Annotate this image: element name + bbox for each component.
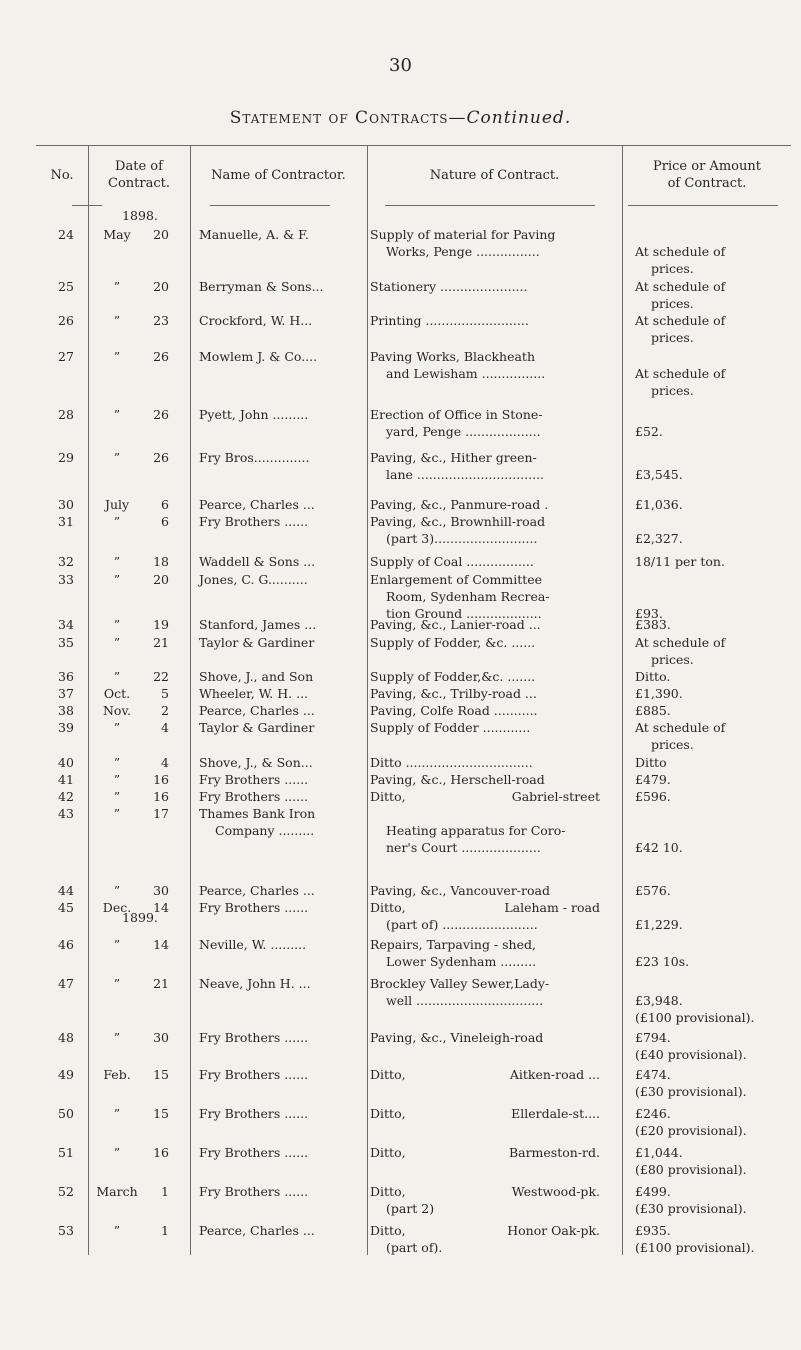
row-day: 1 xyxy=(161,1184,169,1199)
row-month: ” xyxy=(113,450,121,465)
row-nature-line: Stationery ...................... xyxy=(370,279,528,294)
row-contractor: Pearce, Charles ... xyxy=(199,497,315,512)
row-nature-line: Lower Sydenham ......... xyxy=(386,954,537,969)
row-day: 2 xyxy=(161,703,169,718)
row-day: 21 xyxy=(153,976,169,991)
row-contractor: Manuelle, A. & F. xyxy=(199,227,309,242)
row-contractor: Neville, W. ......... xyxy=(199,937,307,952)
row-month: ” xyxy=(113,772,121,787)
row-contractor: Taylor & Gardiner xyxy=(199,635,315,650)
row-number: 33 xyxy=(58,572,74,587)
row-date xyxy=(95,313,185,329)
row-nature-line: Supply of Fodder,&c. ....... xyxy=(370,669,536,684)
row-price-line: £93. xyxy=(635,606,663,621)
row-date xyxy=(95,497,185,513)
row-nature-line: Paving, &c., Hither green- xyxy=(370,450,537,465)
row-price-line: Ditto xyxy=(635,755,667,770)
row-nature-line: Brockley Valley Sewer,Lady- xyxy=(370,976,550,991)
row-price-line: prices. xyxy=(651,383,694,398)
row-nature-part: Barmeston-rd. xyxy=(508,1145,600,1160)
row-contractor: Neave, John H. ... xyxy=(199,976,311,991)
row-nature-line: Paving, &c., Vineleigh-road xyxy=(370,1030,544,1045)
row-nature-line: Supply of material for Paving xyxy=(370,227,556,242)
row-contractor: Pearce, Charles ... xyxy=(199,883,315,898)
row-number: 35 xyxy=(58,635,74,650)
row-nature-line: Supply of Fodder, &c. ...... xyxy=(370,635,536,650)
row-price-line: £383. xyxy=(635,617,671,632)
row-price-line: At schedule of xyxy=(635,313,726,328)
header-rule-no xyxy=(72,205,102,206)
row-day: 30 xyxy=(153,883,169,898)
row-price-line: (£40 provisional). xyxy=(635,1047,747,1062)
header-no: No. xyxy=(50,167,74,183)
row-day: 16 xyxy=(153,772,169,787)
row-nature-line: Works, Penge ................ xyxy=(386,244,540,259)
row-nature-line: (part 3).......................... xyxy=(386,531,538,546)
row-nature-part: Ellerdale-st.... xyxy=(511,1106,600,1121)
row-nature-part: Laleham - road xyxy=(504,900,600,915)
row-month: ” xyxy=(113,789,121,804)
row-price-line: prices. xyxy=(651,296,694,311)
row-price-line: £474. xyxy=(635,1067,671,1082)
row-nature-line xyxy=(370,1184,600,1200)
row-day: 5 xyxy=(161,686,169,701)
row-price-line: £246. xyxy=(635,1106,671,1121)
row-number: 25 xyxy=(58,279,74,294)
row-nature-part: Gabriel-street xyxy=(511,789,600,804)
row-nature-line xyxy=(370,1223,600,1239)
row-price-line: £1,044. xyxy=(635,1145,683,1160)
row-nature-part: Ditto, xyxy=(370,1106,406,1121)
row-price-line: (£30 provisional). xyxy=(635,1084,747,1099)
row-nature-line: and Lewisham ................ xyxy=(386,366,546,381)
row-day: 16 xyxy=(153,789,169,804)
row-month: ” xyxy=(113,1223,121,1238)
row-nature-part: Ditto, xyxy=(370,1145,406,1160)
row-nature-line: Heating apparatus for Coro- xyxy=(386,823,566,838)
row-price-line: (£100 provisional). xyxy=(635,1240,755,1255)
row-number: 48 xyxy=(58,1030,74,1045)
row-contractor: Fry Brothers ...... xyxy=(199,1184,309,1199)
row-contractor: Crockford, W. H... xyxy=(199,313,313,328)
row-contractor: Shove, J., & Son... xyxy=(199,755,313,770)
row-price-line: At schedule of xyxy=(635,720,726,735)
row-price-line: £23 10s. xyxy=(635,954,690,969)
row-price-line: £3,948. xyxy=(635,993,683,1008)
row-month: May xyxy=(103,227,131,242)
row-number: 53 xyxy=(58,1223,74,1238)
row-price-line: prices. xyxy=(651,261,694,276)
row-number: 40 xyxy=(58,755,74,770)
row-price-line: £885. xyxy=(635,703,671,718)
row-day: 20 xyxy=(153,572,169,587)
row-nature-line: Supply of Fodder ............ xyxy=(370,720,531,735)
row-month: March xyxy=(96,1184,138,1199)
row-month: ” xyxy=(113,883,121,898)
row-date xyxy=(95,669,185,685)
row-price-line: prices. xyxy=(651,652,694,667)
row-date xyxy=(95,1184,185,1200)
row-month: ” xyxy=(113,572,121,587)
row-month: ” xyxy=(113,1145,121,1160)
row-price-line: £1,036. xyxy=(635,497,683,512)
row-price-line: £2,327. xyxy=(635,531,683,546)
header-date: Date of Contract. xyxy=(108,159,170,191)
row-date xyxy=(95,617,185,633)
row-date xyxy=(95,635,185,651)
row-month: ” xyxy=(113,806,121,821)
row-month: ” xyxy=(113,279,121,294)
row-nature-line xyxy=(370,1145,600,1161)
row-price-line: (£80 provisional). xyxy=(635,1162,747,1177)
row-date xyxy=(95,227,185,243)
row-nature-line: (part 2) xyxy=(386,1201,435,1216)
row-day: 4 xyxy=(161,720,169,735)
row-contractor: Waddell & Sons ... xyxy=(199,554,316,569)
title-main: Statement of Contracts— xyxy=(229,108,467,128)
row-contractor: Thames Bank Iron xyxy=(199,806,316,821)
row-contractor: Fry Brothers ...... xyxy=(199,1145,309,1160)
row-month: ” xyxy=(113,554,121,569)
row-date xyxy=(95,554,185,570)
row-number: 37 xyxy=(58,686,74,701)
row-nature-line: yard, Penge ................... xyxy=(386,424,541,439)
row-month: July xyxy=(104,497,130,512)
row-nature-part: Aitken-road ... xyxy=(509,1067,600,1082)
row-date xyxy=(95,572,185,588)
row-nature-line: Room, Sydenham Recrea- xyxy=(386,589,550,604)
row-day: 18 xyxy=(153,554,169,569)
row-day: 26 xyxy=(153,349,169,364)
row-number: 52 xyxy=(58,1184,74,1199)
row-nature-part: Ditto, xyxy=(370,900,406,915)
col-divider-1 xyxy=(88,145,89,1255)
row-date xyxy=(95,349,185,365)
year-1898: 1898. xyxy=(122,208,158,223)
row-day: 20 xyxy=(153,227,169,242)
row-nature-part: Ditto, xyxy=(370,1067,406,1082)
row-contractor: Fry Brothers ...... xyxy=(199,1030,309,1045)
row-contractor: Shove, J., and Son xyxy=(199,669,314,684)
row-price-line: prices. xyxy=(651,330,694,345)
header-rule-nature xyxy=(385,205,595,206)
row-price-line: (£100 provisional). xyxy=(635,1010,755,1025)
row-price-line: At schedule of xyxy=(635,244,726,259)
row-contractor: Stanford, James ... xyxy=(199,617,317,632)
row-date xyxy=(95,1106,185,1122)
row-price-line: £52. xyxy=(635,424,663,439)
row-day: 30 xyxy=(153,1030,169,1045)
row-day: 23 xyxy=(153,313,169,328)
row-price-line: £935. xyxy=(635,1223,671,1238)
row-number: 44 xyxy=(58,883,74,898)
row-price-line: (£30 provisional). xyxy=(635,1201,747,1216)
row-number: 42 xyxy=(58,789,74,804)
row-month: Dec. xyxy=(102,900,132,915)
row-nature-line: Paving, &c., Brownhill-road xyxy=(370,514,546,529)
row-number: 51 xyxy=(58,1145,74,1160)
row-day: 6 xyxy=(161,497,169,512)
col-divider-4 xyxy=(622,145,623,1255)
row-number: 47 xyxy=(58,976,74,991)
row-contractor: Fry Brothers ...... xyxy=(199,900,309,915)
row-nature-line: Repairs, Tarpaving - shed, xyxy=(370,937,536,952)
row-nature-line: tion Ground ................... xyxy=(386,606,542,621)
row-month: ” xyxy=(113,514,121,529)
row-number: 38 xyxy=(58,703,74,718)
row-month: ” xyxy=(113,976,121,991)
row-number: 30 xyxy=(58,497,74,512)
row-nature-line: lane ................................ xyxy=(386,467,545,482)
row-contractor: Fry Brothers ...... xyxy=(199,514,309,529)
header-rule-name xyxy=(210,205,330,206)
row-nature-line: Paving, &c., Trilby-road ... xyxy=(370,686,537,701)
row-month: ” xyxy=(113,617,121,632)
title-continued: Continued. xyxy=(466,108,572,128)
row-price-line: £596. xyxy=(635,789,671,804)
row-month: ” xyxy=(113,635,121,650)
row-nature-line: Printing .......................... xyxy=(370,313,529,328)
row-price-line: At schedule of xyxy=(635,279,726,294)
row-contractor: Berryman & Sons... xyxy=(199,279,324,294)
row-nature-line: Paving Works, Blackheath xyxy=(370,349,536,364)
col-divider-2 xyxy=(190,145,191,1255)
row-day: 6 xyxy=(161,514,169,529)
row-nature-part: Ditto, xyxy=(370,1223,406,1238)
row-date xyxy=(95,789,185,805)
row-price-line: £479. xyxy=(635,772,671,787)
row-date xyxy=(95,1145,185,1161)
row-price-line: £499. xyxy=(635,1184,671,1199)
page-number: 30 xyxy=(389,55,412,76)
row-contractor: Pyett, John ......... xyxy=(199,407,309,422)
row-contractor: Fry Bros.............. xyxy=(199,450,310,465)
row-number: 32 xyxy=(58,554,74,569)
row-day: 19 xyxy=(153,617,169,632)
row-day: 15 xyxy=(153,1106,169,1121)
row-number: 39 xyxy=(58,720,74,735)
row-nature-line: Paving, &c., Lanier-road ... xyxy=(370,617,541,632)
row-number: 28 xyxy=(58,407,74,422)
row-date xyxy=(95,514,185,530)
row-day: 14 xyxy=(153,900,169,915)
row-month: Feb. xyxy=(103,1067,131,1082)
row-date xyxy=(95,772,185,788)
row-nature-line: Paving, Colfe Road ........... xyxy=(370,703,538,718)
row-month: ” xyxy=(113,1030,121,1045)
row-nature-line: Ditto ................................ xyxy=(370,755,533,770)
row-nature-part: Ditto, xyxy=(370,1184,406,1199)
row-price-line: At schedule of xyxy=(635,635,726,650)
row-date xyxy=(95,1030,185,1046)
row-date xyxy=(95,937,185,953)
row-month: ” xyxy=(113,407,121,422)
row-nature-part: Westwood-pk. xyxy=(511,1184,600,1199)
row-contractor: Fry Brothers ...... xyxy=(199,1106,309,1121)
row-day: 26 xyxy=(153,450,169,465)
page-title xyxy=(0,108,801,128)
row-day: 21 xyxy=(153,635,169,650)
row-contractor: Pearce, Charles ... xyxy=(199,703,315,718)
row-number: 31 xyxy=(58,514,74,529)
row-price-line: £3,545. xyxy=(635,467,683,482)
row-price-line: (£20 provisional). xyxy=(635,1123,747,1138)
row-number: 49 xyxy=(58,1067,74,1082)
header-nature: Nature of Contract. xyxy=(429,167,560,183)
row-price-line: £1,390. xyxy=(635,686,683,701)
row-number: 43 xyxy=(58,806,74,821)
row-price-line: £1,229. xyxy=(635,917,683,932)
row-day: 26 xyxy=(153,407,169,422)
row-price-line: £576. xyxy=(635,883,671,898)
row-nature-line: Supply of Coal ................. xyxy=(370,554,534,569)
row-nature-line: well ................................ xyxy=(386,993,544,1008)
row-price-line: Ditto. xyxy=(635,669,671,684)
row-month: ” xyxy=(113,349,121,364)
row-day: 22 xyxy=(153,669,169,684)
row-price-line: 18/11 per ton. xyxy=(635,554,725,569)
row-nature-line: Paving, &c., Panmure-road . xyxy=(370,497,549,512)
row-day: 1 xyxy=(161,1223,169,1238)
row-contractor: Jones, C. G.......... xyxy=(199,572,308,587)
row-contractor: Taylor & Gardiner xyxy=(199,720,315,735)
row-date xyxy=(95,1223,185,1239)
row-contractor: Wheeler, W. H. ... xyxy=(199,686,309,701)
row-date xyxy=(95,720,185,736)
row-nature-line xyxy=(370,900,600,916)
row-nature-line: ner's Court .................... xyxy=(386,840,541,855)
row-nature-line: Erection of Office in Stone- xyxy=(370,407,543,422)
row-month: ” xyxy=(113,937,121,952)
row-date xyxy=(95,279,185,295)
row-contractor: Fry Brothers ...... xyxy=(199,789,309,804)
row-number: 46 xyxy=(58,937,74,952)
row-number: 34 xyxy=(58,617,74,632)
row-price-line: £42 10. xyxy=(635,840,683,855)
row-nature-line xyxy=(370,1067,600,1083)
row-day: 15 xyxy=(153,1067,169,1082)
row-month: ” xyxy=(113,720,121,735)
row-day: 14 xyxy=(153,937,169,952)
row-nature-line xyxy=(370,1106,600,1122)
header-price: Price or Amount of Contract. xyxy=(653,159,761,191)
row-number: 26 xyxy=(58,313,74,328)
row-date xyxy=(95,883,185,899)
header-contractor: Name of Contractor. xyxy=(211,167,346,183)
row-nature-part: Ditto, xyxy=(370,789,406,804)
row-nature-line xyxy=(370,789,600,805)
row-contractor: Pearce, Charles ... xyxy=(199,1223,315,1238)
row-nature-line: (part of). xyxy=(386,1240,443,1255)
row-number: 50 xyxy=(58,1106,74,1121)
row-number: 36 xyxy=(58,669,74,684)
row-date xyxy=(95,407,185,423)
row-price-line: £794. xyxy=(635,1030,671,1045)
row-nature-line: Enlargement of Committee xyxy=(370,572,543,587)
header-rule-price xyxy=(628,205,778,206)
row-number: 27 xyxy=(58,349,74,364)
row-contractor: Fry Brothers ...... xyxy=(199,772,309,787)
row-date xyxy=(95,703,185,719)
row-date xyxy=(95,755,185,771)
row-nature-part: Honor Oak-pk. xyxy=(507,1223,600,1238)
row-date xyxy=(95,686,185,702)
row-contractor: Fry Brothers ...... xyxy=(199,1067,309,1082)
row-date xyxy=(95,976,185,992)
row-month: ” xyxy=(113,1106,121,1121)
row-number: 41 xyxy=(58,772,74,787)
row-date xyxy=(95,806,185,822)
row-contractor-line2: Company ......... xyxy=(215,823,315,838)
row-day: 20 xyxy=(153,279,169,294)
row-month: Nov. xyxy=(102,703,131,718)
row-nature-line: Paving, &c., Vancouver-road xyxy=(370,883,550,898)
row-number: 45 xyxy=(58,900,74,915)
row-day: 4 xyxy=(161,755,169,770)
row-month: ” xyxy=(113,755,121,770)
row-day: 16 xyxy=(153,1145,169,1160)
row-month: Oct. xyxy=(103,686,131,701)
row-day: 17 xyxy=(153,806,169,821)
row-number: 24 xyxy=(58,227,74,242)
row-nature-line: Paving, &c., Herschell-road xyxy=(370,772,545,787)
row-month: ” xyxy=(113,669,121,684)
row-price-line: prices. xyxy=(651,737,694,752)
row-month: ” xyxy=(113,313,121,328)
col-divider-3 xyxy=(367,145,368,1255)
row-date xyxy=(95,1067,185,1083)
year-1899: 1899. xyxy=(122,910,158,925)
row-contractor: Mowlem J. & Co.... xyxy=(199,349,318,364)
row-number: 29 xyxy=(58,450,74,465)
row-date xyxy=(95,900,185,916)
row-nature-line: (part of) ........................ xyxy=(386,917,538,932)
row-price-line: At schedule of xyxy=(635,366,726,381)
row-date xyxy=(95,450,185,466)
